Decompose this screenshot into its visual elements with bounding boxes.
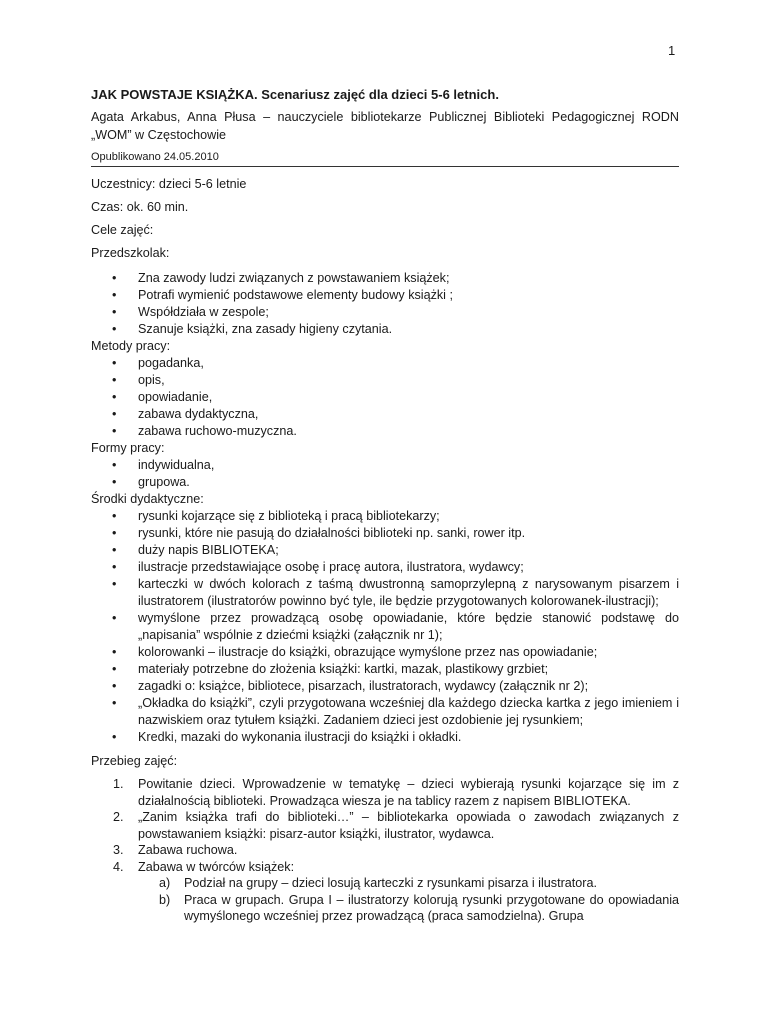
list-item: • „Okładka do książki”, czyli przygotowana wcześniej dla każdego dziecka kartka z jego imieniem i nazwiskiem oraz tytułem książki. Zadaniem dzieci jest ozdobienie jej rysunkiem; (91, 695, 679, 729)
list-item: • Współdziała w zespole; (91, 304, 679, 321)
list-item: • materiały potrzebne do złożenia książki: kartki, mazak, plastikowy grzbiet; (91, 661, 679, 678)
page-number: 1 (668, 43, 676, 58)
list-item: • kolorowanki – ilustracje do książki, obrazujące wymyślone przez nas opowiadanie; (91, 644, 679, 661)
list-item: • opis, (91, 372, 679, 389)
list-item: 2. „Zanim książka trafi do biblioteki…” – bibliotekarka opowiada o zawodach związanych z powstawaniem książki: pisarz-autor książki, ilustrator, wydawca. (113, 810, 679, 841)
list-item: 3. Zabawa ruchowa. (113, 843, 238, 857)
list-item: • rysunki kojarzące się z biblioteką i pracą bibliotekarzy; (91, 508, 679, 525)
goals-heading: Cele zajęć: (91, 223, 154, 237)
list-item: • ilustracje przedstawiające osobę i pracę autora, ilustratora, wydawcy; (91, 559, 679, 576)
course-heading: Przebieg zajęć: (91, 754, 178, 768)
document-body (91, 86, 679, 925)
publication-date: Opublikowano 24.05.2010 (91, 150, 679, 167)
participants: Uczestnicy: dzieci 5-6 letnie (91, 177, 247, 191)
methods-heading: Metody pracy: (91, 339, 171, 353)
list-item: • rysunki, które nie pasują do działalności biblioteki np. sanki, rower itp. (91, 525, 679, 542)
list-item: • pogadanka, (91, 355, 679, 372)
list-item: 1. Powitanie dzieci. Wprowadzenie w tematykę – dzieci wybierają rysunki kojarzące się im z działalnością biblioteki. Prowadząca wiesza je na tablicy razem z napisem BIBLIOTEKA. (113, 777, 679, 808)
course-list (91, 776, 679, 875)
list-item: • Zna zawody ludzi związanych z powstawaniem książek; (91, 270, 679, 287)
list-item: • Szanuje książki, zna zasady higieny czytania. (91, 321, 679, 338)
list-item: • grupowa. (91, 474, 679, 491)
preschooler-goals-list (91, 270, 679, 338)
means-list (91, 508, 679, 746)
list-item: • wymyślone przez prowadzącą osobę opowiadanie, które będzie stanowić podstawę do „napisania” wspólnie z dziećmi książki (załącznik nr 1); (91, 610, 679, 644)
methods-list (91, 355, 679, 440)
forms-heading: Formy pracy: (91, 441, 165, 455)
list-item: • karteczki w dwóch kolorach z taśmą dwustronną samoprzylepną z narysowanym pisarzem i ilustratorem (ilustratorów powinno być tyle, ile będzie przygotowanych kolorowanek-ilustracji); (91, 576, 679, 610)
list-item: • zabawa ruchowo-muzyczna. (91, 423, 679, 440)
means-heading: Środki dydaktyczne: (91, 492, 204, 506)
list-item: b) Praca w grupach. Grupa I – ilustratorzy kolorują rysunki przygotowane do opowiadania wymyślonego wcześniej przez prowadzącą (praca samodzielna). Grupa (159, 892, 679, 923)
course-sublist (91, 875, 679, 925)
list-item: • opowiadanie, (91, 389, 679, 406)
list-item: • Potrafi wymienić podstawowe elementy budowy książki ; (91, 287, 679, 304)
forms-list (91, 457, 679, 491)
list-item: • duży napis BIBLIOTEKA; (91, 542, 679, 559)
list-item: a) Podział na grupy – dzieci losują karteczki z rysunkami pisarza i ilustratora. (159, 876, 597, 890)
list-item: • Kredki, mazaki do wykonania ilustracji do książki i okładki. (91, 729, 679, 746)
list-item: • zagadki o: książce, bibliotece, pisarzach, ilustratorach, wydawcy (załącznik nr 2); (91, 678, 679, 695)
list-item: • indywidualna, (91, 457, 679, 474)
duration: Czas: ok. 60 min. (91, 200, 189, 214)
preschooler-heading: Przedszkolak: (91, 246, 170, 260)
list-item: • zabawa dydaktyczna, (91, 406, 679, 423)
authors: Agata Arkabus, Anna Płusa – nauczyciele bibliotekarze Publicznej Biblioteki Pedagogicznej RODN „WOM” w Częstochowie (91, 110, 679, 142)
list-item: 4. Zabawa w twórców książek: (113, 859, 295, 874)
document-title: JAK POWSTAJE KSIĄŻKA. Scenariusz zajęć dla dzieci 5-6 letnich. (91, 87, 499, 102)
